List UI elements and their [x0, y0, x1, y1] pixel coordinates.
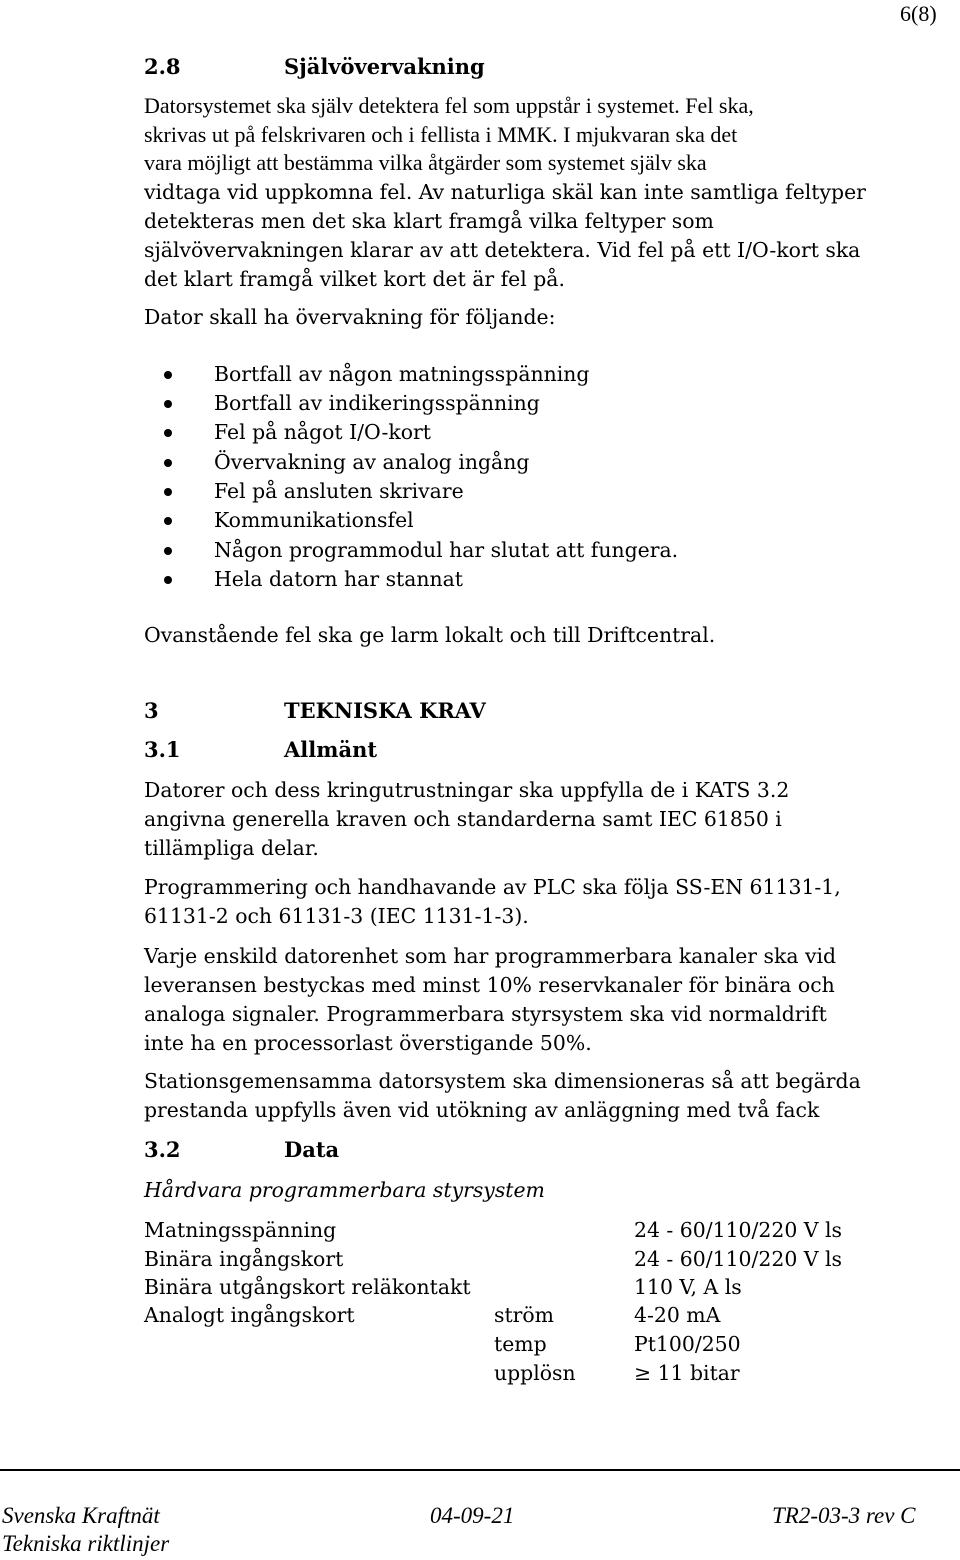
list-item-text: Fel på ansluten skrivare — [214, 479, 464, 503]
bullet-icon — [164, 547, 172, 555]
data-table-row — [144, 1273, 471, 1302]
paragraph-line: prestanda uppfylls även vid utökning av anläggning med två fack — [144, 1098, 820, 1122]
paragraph-self-monitoring — [144, 92, 866, 294]
paragraph-line: tillämpliga delar. — [144, 836, 319, 860]
paragraph-line: Datorsystemet ska själv detektera fel som uppstår i systemet. Fel ska, — [144, 93, 754, 118]
row-value: 24 - 60/110/220 V ls — [634, 1247, 842, 1271]
section-title: TEKNISKA KRAV — [284, 698, 486, 723]
list-item-text: Bortfall av indikeringsspänning — [214, 391, 540, 415]
list-item-text: Fel på något I/O-kort — [214, 420, 431, 444]
data-table-row — [144, 1301, 355, 1330]
paragraph — [144, 873, 841, 931]
paragraph-line: analoga signaler. Programmerbara styrsystem ska vid normaldrift — [144, 1002, 827, 1026]
bullet-icon — [164, 576, 172, 584]
bullet-icon — [164, 517, 172, 525]
data-table-row — [144, 1245, 343, 1274]
list-intro: Dator skall ha övervakning för följande: — [144, 305, 556, 329]
row-label: Binära utgångskort reläkontakt — [144, 1275, 471, 1299]
paragraph-line: Datorer och dess kringutrustningar ska uppfylla de i KATS 3.2 — [144, 778, 790, 802]
row-label: Binära ingångskort — [144, 1247, 344, 1271]
bullet-icon — [164, 488, 172, 496]
paragraph — [144, 1067, 861, 1125]
paragraph-line: leveransen bestyckas med minst 10% reservkanaler för binära och — [144, 973, 835, 997]
paragraph-line: Programmering och handhavande av PLC ska följa SS-EN 61131-1, — [144, 875, 841, 899]
paragraph-line: vara möjligt att bestämma vilka åtgärder som systemet själv ska — [144, 150, 707, 175]
row-label: Analogt ingångskort — [144, 1303, 355, 1327]
page-number: 6(8) — [900, 1, 937, 26]
list-item-text: Bortfall av någon matningsspänning — [214, 362, 590, 386]
paragraph-line: Varje enskild datorenhet som har programmerbara kanaler ska vid — [144, 944, 837, 968]
section-number: 3.1 — [144, 737, 181, 762]
list-item-text: Någon programmodul har slutat att fungera. — [214, 538, 679, 562]
row-value: 4-20 mA — [634, 1303, 721, 1327]
bullet-icon — [164, 400, 172, 408]
section-number: 3 — [144, 698, 159, 723]
section-number: 2.8 — [144, 54, 181, 79]
section-title: Allmänt — [284, 737, 378, 762]
list-item-text: Kommunikationsfel — [214, 508, 414, 532]
bullet-icon — [164, 371, 172, 379]
row-sublabel: temp — [494, 1332, 547, 1356]
bullet-icon — [164, 459, 172, 467]
list-item-text: Hela datorn har stannat — [214, 567, 463, 591]
footer-divider — [0, 1469, 960, 1471]
paragraph-line: självövervakningen klarar av att detektera. Vid fel på ett I/O-kort ska — [144, 237, 861, 262]
closing-statement: Ovanstående fel ska ge larm lokalt och till Driftcentral. — [144, 623, 716, 647]
row-value: Pt100/250 — [634, 1332, 741, 1356]
section-number: 3.2 — [144, 1137, 181, 1162]
paragraph-line: inte ha en processorlast överstigande 50%. — [144, 1031, 592, 1055]
paragraph-line: vidtaga vid uppkomna fel. Av naturliga skäl kan inte samtliga feltyper — [144, 179, 866, 204]
section-title: Självövervakning — [284, 54, 485, 79]
row-value: 110 V, A ls — [634, 1275, 742, 1299]
row-value: 24 - 60/110/220 V ls — [634, 1218, 842, 1242]
paragraph-line: angivna generella kraven och standarderna samt IEC 61850 i — [144, 807, 782, 831]
subsection-subtitle: Hårdvara programmerbara styrsystem — [144, 1178, 545, 1202]
row-sublabel: ström — [494, 1303, 555, 1327]
bullet-icon — [164, 429, 172, 437]
paragraph — [144, 776, 789, 863]
paragraph-line: skrivas ut på felskrivaren och i fellista i MMK. I mjukvaran ska det — [144, 121, 738, 147]
paragraph-line: detekteras men det ska klart framgå vilka feltyper som — [144, 208, 714, 233]
section-title: Data — [284, 1137, 340, 1162]
row-value: ≥ 11 bitar — [634, 1361, 740, 1385]
footer-company: Svenska Kraftnät — [2, 1503, 160, 1528]
data-table-row — [144, 1216, 336, 1245]
footer-doc-id: TR2-03-3 rev C — [772, 1503, 916, 1528]
paragraph-line: Stationsgemensamma datorsystem ska dimensioneras så att begärda — [144, 1069, 861, 1093]
footer-date: 04-09-21 — [430, 1503, 515, 1528]
row-label: Matningsspänning — [144, 1218, 337, 1242]
list-item-text: Övervakning av analog ingång — [214, 450, 530, 474]
paragraph — [144, 942, 836, 1058]
row-sublabel: upplösn — [494, 1361, 576, 1385]
footer-doc-type: Tekniska riktlinjer — [2, 1531, 170, 1556]
paragraph-line: 61131-2 och 61131-3 (IEC 1131-1-3). — [144, 904, 529, 928]
paragraph-line: det klart framgå vilket kort det är fel på. — [144, 266, 565, 291]
